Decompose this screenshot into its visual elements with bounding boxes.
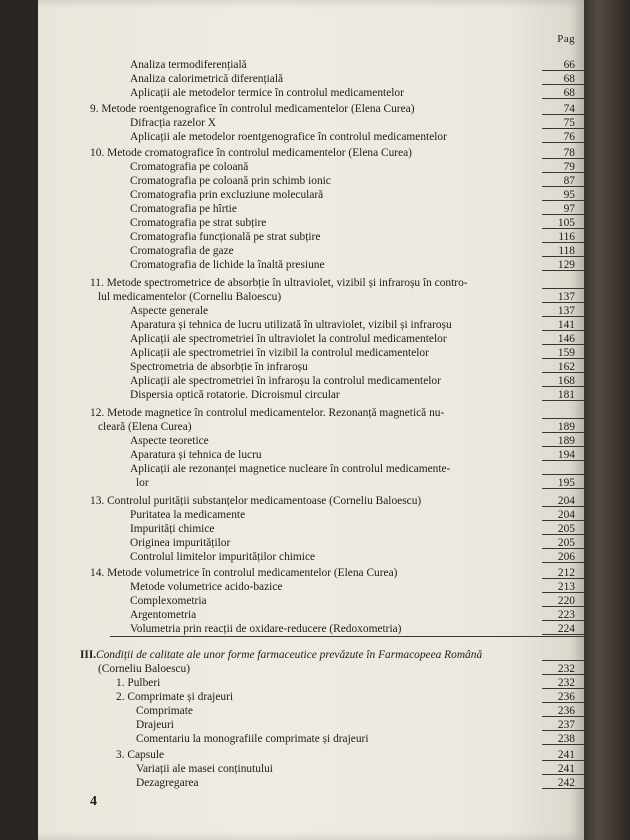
toc-entry	[38, 550, 584, 564]
toc-entry-page: 205	[557, 523, 575, 535]
toc-entry-title: 12. Metode magnetice în controlul medicamentelor. Rezonanță magnetică nu-	[90, 407, 445, 419]
toc-entry	[38, 662, 584, 676]
toc-entry	[38, 102, 584, 116]
toc-entry-title: Spectrometria de absorbție în infraroșu	[130, 361, 308, 373]
toc-entry-page: 181	[557, 389, 575, 401]
page-number-rule	[542, 418, 584, 419]
toc-entry-title: Analiza termodiferențială	[130, 59, 247, 71]
toc-entry-title: 10. Metode cromatografice în controlul medicamentelor (Elena Curea)	[90, 147, 412, 159]
toc-entry-page: 68	[563, 87, 575, 99]
toc-entry	[38, 776, 584, 790]
page-number-rule	[542, 474, 584, 475]
toc-entry-page: 76	[563, 131, 575, 143]
toc-entry-page: 137	[557, 305, 575, 317]
toc-entry-title: Aspecte teoretice	[130, 435, 209, 447]
toc-entry	[38, 406, 584, 420]
toc-entry-page: 129	[557, 259, 575, 271]
toc-entry-title: Aparatura și tehnica de lucru utilizată în ultraviolet, vizibil și infraroșu	[130, 319, 452, 331]
toc-entry	[38, 762, 584, 776]
toc-entry-page: 97	[563, 203, 575, 215]
toc-entry-title: Impurități chimice	[130, 523, 215, 535]
toc-entry-title: Drajeuri	[136, 719, 174, 731]
toc-entry	[38, 230, 584, 244]
toc-entry-page: 189	[557, 421, 575, 433]
toc-entry	[38, 318, 584, 332]
toc-entry-page: 213	[557, 581, 575, 593]
toc-entry-page: 141	[557, 319, 575, 331]
toc-entry-title: Aplicații ale rezonanței magnetice nucleare în controlul medicamente-	[130, 463, 451, 475]
toc-entry	[38, 718, 584, 732]
toc-entry	[38, 508, 584, 522]
toc-entry	[38, 86, 584, 100]
toc-entry-page: 159	[557, 347, 575, 359]
toc-entry-page: 105	[557, 217, 575, 229]
toc-entry-page: 212	[557, 567, 575, 579]
toc-entry-page: 87	[563, 175, 575, 187]
toc-entry	[38, 146, 584, 160]
toc-entry-title: Dispersia optică rotatorie. Dicroismul circular	[130, 389, 340, 401]
toc-entry	[38, 188, 584, 202]
toc-entry	[38, 374, 584, 388]
toc-entry-page: 223	[557, 609, 575, 621]
toc-entry-title: 13. Controlul purității substanțelor medicamentoase (Corneliu Baloescu)	[90, 495, 422, 507]
toc-entry-page: 168	[557, 375, 575, 387]
toc-entry-page: 189	[557, 435, 575, 447]
toc-entry-page: 205	[557, 537, 575, 549]
toc-entry-title: Aplicații ale spectrometriei în vizibil la controlul medicamentelor	[130, 347, 429, 359]
toc-entry	[38, 346, 584, 360]
toc-entry-title: 3. Capsule	[116, 749, 165, 761]
toc-entry-title: Difracția razelor X	[130, 117, 217, 129]
toc-entry	[38, 622, 584, 636]
page-number-rule	[542, 660, 584, 661]
toc-entry	[38, 690, 584, 704]
toc-entry	[38, 388, 584, 402]
toc-entry	[38, 448, 584, 462]
toc-entry-title: Comprimate	[136, 705, 193, 717]
toc-entry-page: 68	[563, 73, 575, 85]
toc-entry	[38, 72, 584, 86]
toc-entry-page: 75	[563, 117, 575, 129]
toc-entry-title: (Corneliu Baloescu)	[98, 663, 191, 675]
toc-entry-title: 9. Metode roentgenografice în controlul medicamentelor (Elena Curea)	[90, 103, 415, 115]
toc-entry-title: 11. Metode spectrometrice de absorbție în ultraviolet, vizibil și infraroșu în contro-	[90, 277, 468, 289]
toc-entry	[38, 160, 584, 174]
toc-entry-title: Condiții de calitate ale unor forme farmaceutice prevăzute în Farmacopeea Română	[96, 649, 483, 661]
toc-entry	[38, 174, 584, 188]
toc-section-numeral: III.	[80, 649, 97, 661]
toc-entry	[38, 748, 584, 762]
toc-entry	[38, 648, 584, 662]
toc-entry-title: Metode volumetrice acido-bazice	[130, 581, 283, 593]
toc-entry	[38, 202, 584, 216]
toc-entry	[38, 608, 584, 622]
toc-entry	[38, 494, 584, 508]
toc-entry-title: Originea impurităților	[130, 537, 231, 549]
toc-entry-title: Cromatografia prin excluziune moleculară	[130, 189, 324, 201]
toc-entry-title: Cromatografia pe strat subțire	[130, 217, 267, 229]
page-column-header: Pag	[557, 33, 575, 45]
toc-entry	[38, 594, 584, 608]
page-number: 4	[90, 794, 97, 809]
toc-entry-title: Aplicații ale spectrometriei în ultraviolet la controlul medicamentelor	[130, 333, 447, 345]
toc-entry	[38, 536, 584, 550]
toc-entry	[38, 332, 584, 346]
toc-entry-title: Cromatografia pe hîrtie	[130, 203, 237, 215]
toc-entry	[38, 290, 584, 304]
toc-entry-page: 204	[557, 509, 575, 521]
toc-entry	[38, 522, 584, 536]
toc-entry-page: 232	[557, 677, 575, 689]
toc-entry	[38, 258, 584, 272]
toc-entry-page: 137	[557, 291, 575, 303]
toc-entry-title: 14. Metode volumetrice în controlul medicamentelor (Elena Curea)	[90, 567, 398, 579]
toc-entry-page: 95	[563, 189, 575, 201]
toc-entry	[38, 360, 584, 374]
toc-entry-page: 79	[563, 161, 575, 173]
toc-entry	[38, 704, 584, 718]
toc-entry	[38, 58, 584, 72]
toc-entry	[38, 434, 584, 448]
toc-entry	[38, 580, 584, 594]
toc-entry-title: Cromatografia de gaze	[130, 245, 234, 257]
toc-entry	[38, 732, 584, 746]
toc-entry-title: Volumetria prin reacții de oxidare-reducere (Redoxometria)	[130, 623, 402, 635]
toc-entry-page: 241	[557, 763, 575, 775]
toc-entry-page: 162	[557, 361, 575, 373]
toc-entry-title: Complexometria	[130, 595, 207, 607]
toc-entry-title: Aspecte generale	[130, 305, 209, 317]
toc-entry	[38, 130, 584, 144]
toc-entry-page: 118	[558, 245, 575, 257]
toc-entry-page: 224	[557, 623, 575, 635]
toc-entry	[38, 476, 584, 490]
toc-entry-page: 236	[557, 705, 575, 717]
toc-entry-page: 146	[557, 333, 575, 345]
toc-entry-title: 2. Comprimate și drajeuri	[116, 691, 234, 703]
toc-entry	[38, 276, 584, 290]
toc-entry-title: Aplicații ale spectrometriei în infraroșu la controlul medicamentelor	[130, 375, 441, 387]
toc-entry-title: Cromatografia funcțională pe strat subțire	[130, 231, 321, 243]
toc-entry-page: 74	[563, 103, 575, 115]
toc-entry-title: Aparatura și tehnica de lucru	[130, 449, 262, 461]
toc-entry-title: Cromatografia pe coloană	[130, 161, 249, 173]
toc-entry-title: Cromatografia de lichide la înaltă presiune	[130, 259, 325, 271]
toc-entry-page: 66	[563, 59, 575, 71]
section-divider	[110, 636, 584, 637]
toc-entry-title: Puritatea la medicamente	[130, 509, 246, 521]
toc-entry-title: Aplicații ale metodelor roentgenografice în controlul medicamentelor	[130, 131, 447, 143]
toc-entry-page: 116	[558, 231, 575, 243]
toc-entry	[38, 216, 584, 230]
toc-entry-page: 220	[557, 595, 575, 607]
toc-entry-page: 237	[557, 719, 575, 731]
toc-entry-title: Analiza calorimetrică diferențială	[130, 73, 284, 85]
toc-entry-title: cleară (Elena Curea)	[98, 421, 192, 433]
toc-entry	[38, 420, 584, 434]
book-spine-shadow	[584, 0, 630, 840]
book-page	[38, 0, 584, 840]
toc-entry	[38, 304, 584, 318]
toc-entry-page: 194	[557, 449, 575, 461]
toc-entry-title: Aplicații ale metodelor termice în controlul medicamentelor	[130, 87, 404, 99]
toc-entry-title: lul medicamentelor (Corneliu Baloescu)	[98, 291, 282, 303]
toc-entry-title: Variații ale masei conținutului	[136, 763, 273, 775]
toc-entry	[38, 676, 584, 690]
toc-entry-page: 204	[557, 495, 575, 507]
toc-entry-page: 206	[557, 551, 575, 563]
toc-entry-page: 241	[557, 749, 575, 761]
toc-entry-title: Dezagregarea	[136, 777, 199, 789]
toc-entry-title: Argentometria	[130, 609, 197, 621]
toc-entry-page: 78	[563, 147, 575, 159]
toc-entry	[38, 462, 584, 476]
toc-entry-page: 195	[557, 477, 575, 489]
toc-entry	[38, 116, 584, 130]
toc-entry	[38, 566, 584, 580]
page-number-rule	[542, 288, 584, 289]
toc-entry-title: Cromatografia pe coloană prin schimb ionic	[130, 175, 331, 187]
toc-entry-title: lor	[136, 477, 149, 489]
toc-entry-page: 236	[557, 691, 575, 703]
toc-entry-title: 1. Pulberi	[116, 677, 161, 689]
toc-entry-page: 242	[557, 777, 575, 789]
toc-entry-page: 232	[557, 663, 575, 675]
toc-entry-title: Controlul limitelor impurităților chimice	[130, 551, 316, 563]
toc-entry	[38, 244, 584, 258]
toc-entry-page: 238	[557, 733, 575, 745]
toc-entry-title: Comentariu la monografiile comprimate și drajeuri	[136, 733, 369, 745]
